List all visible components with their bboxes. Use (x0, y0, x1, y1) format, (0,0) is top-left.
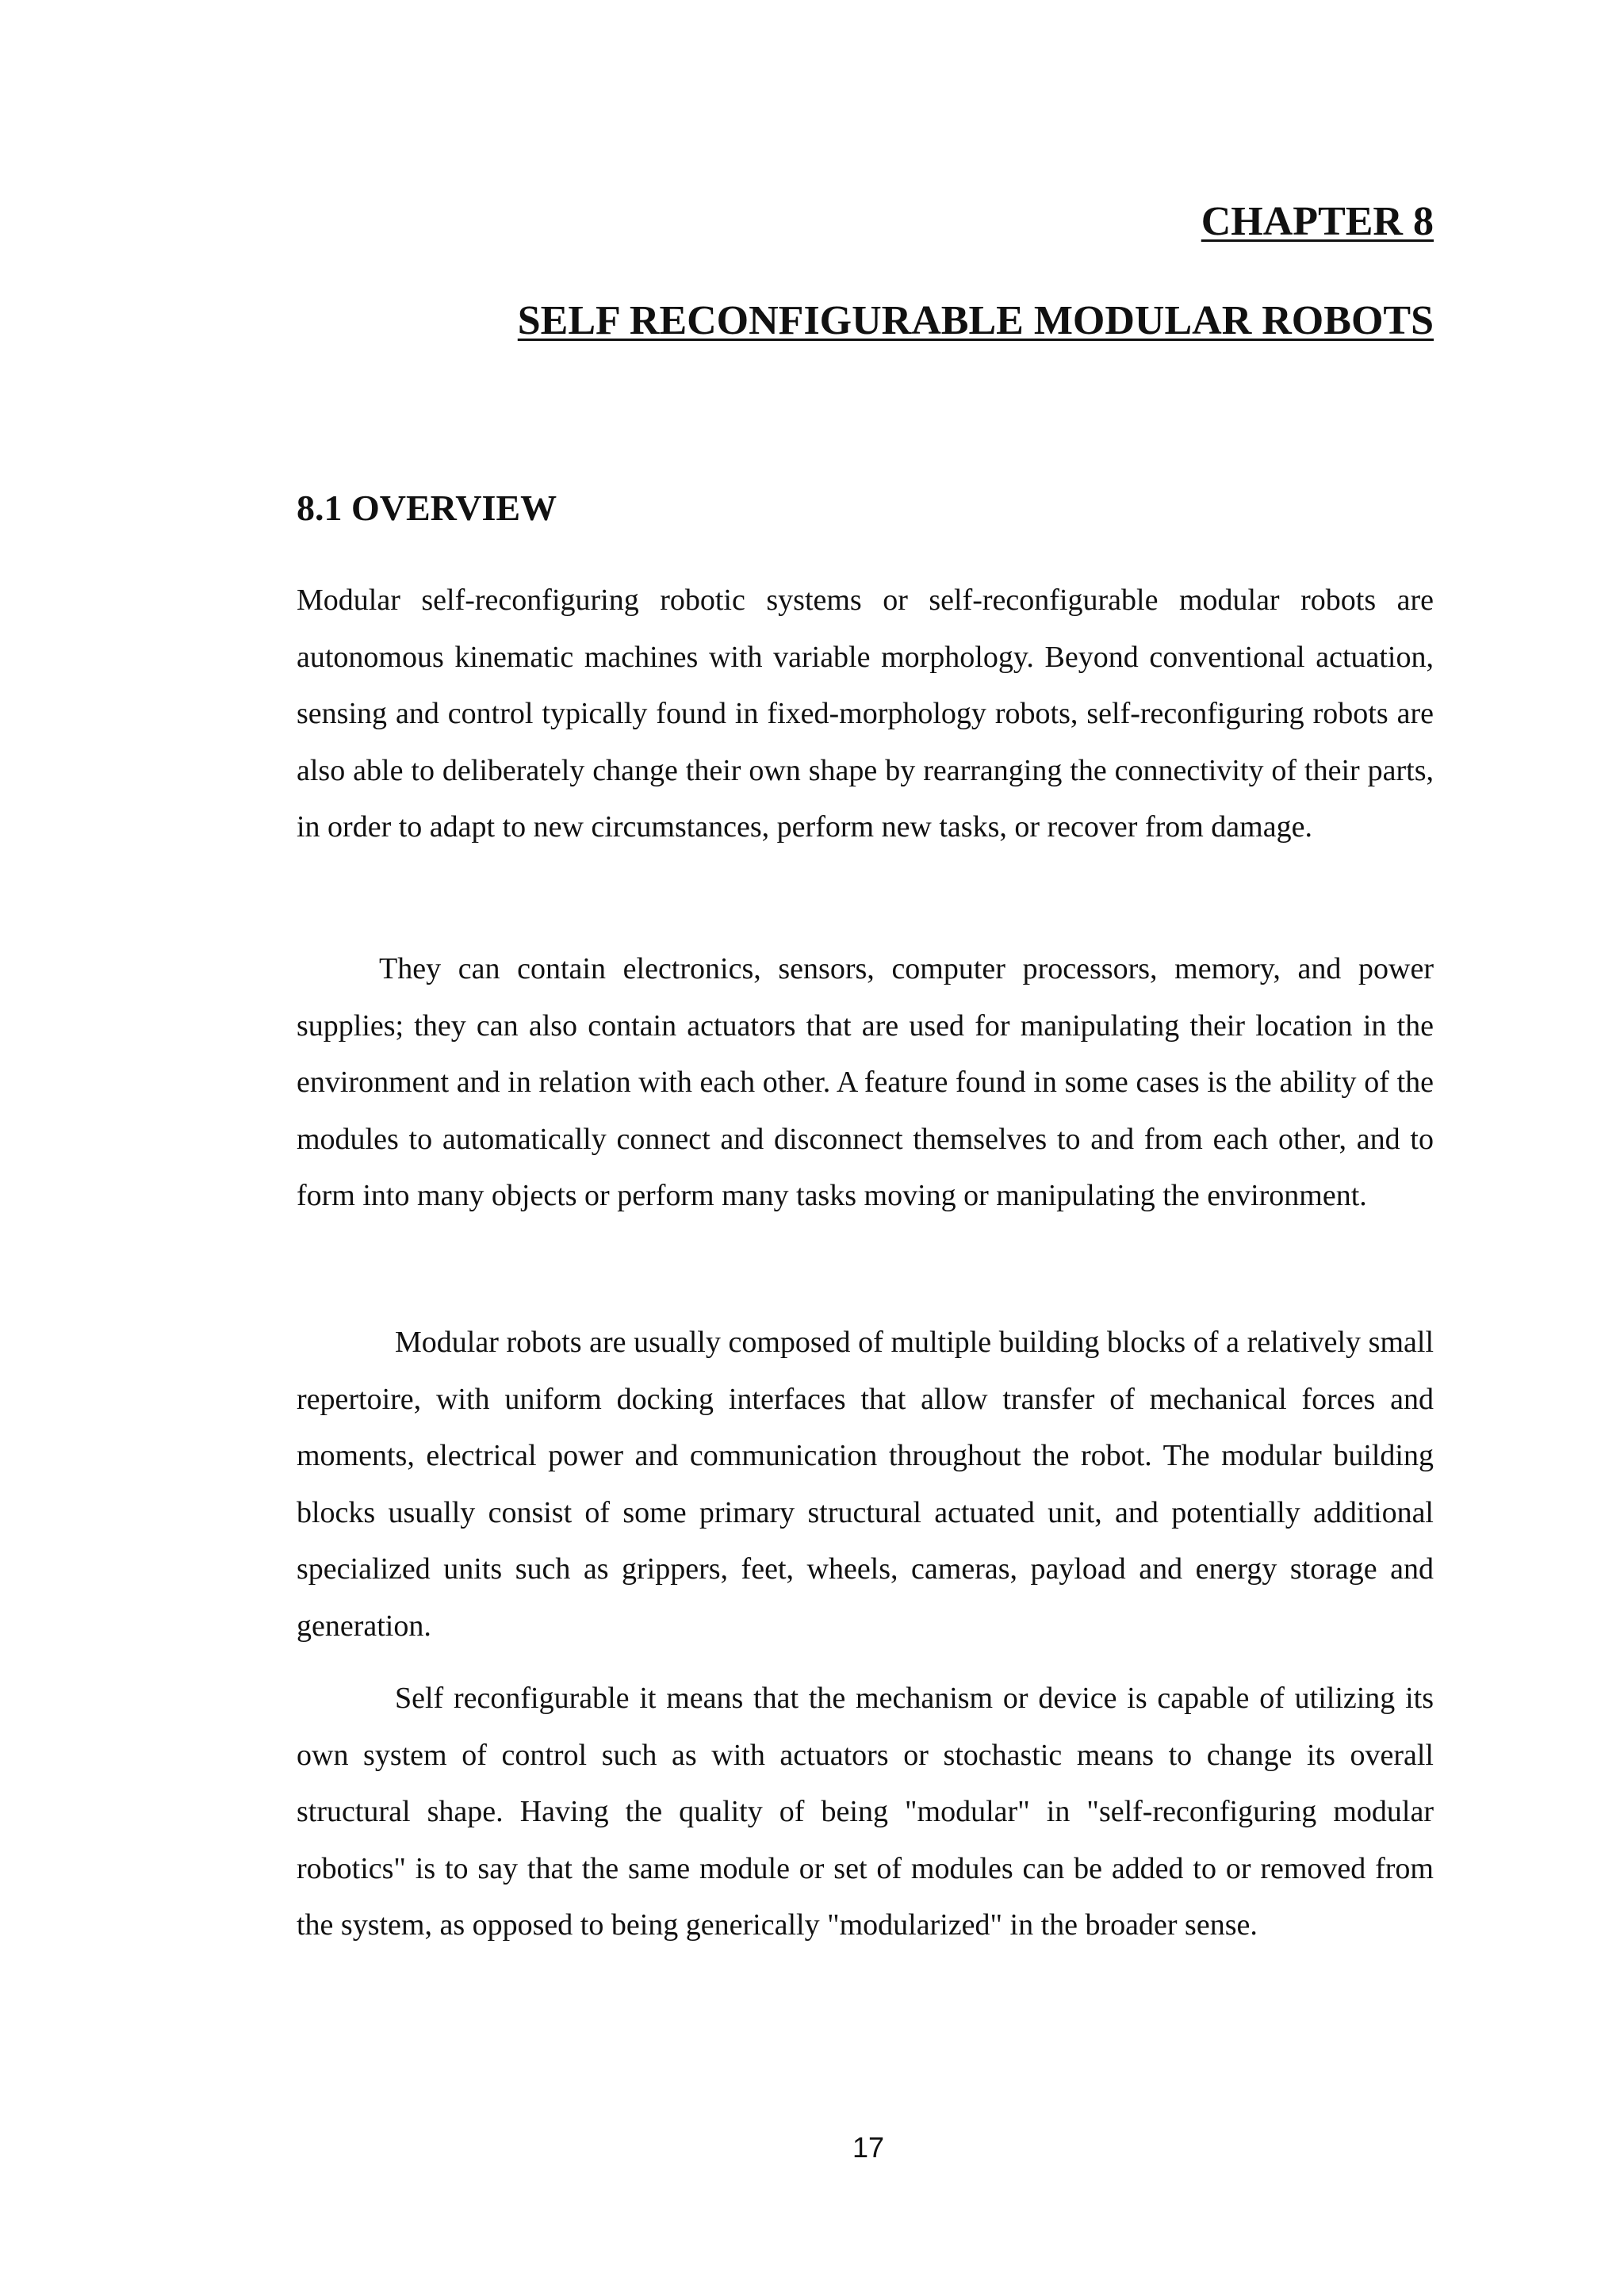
paragraph-overview-4: Self reconfigurable it means that the mechanism or device is capable of utilizing its own system of control such as with actuators or stochastic means to change its overall structural shape. Having the quality of being "modular" in "self-reconfiguring modular robotics" is to say that the same module or set of modules can be added to or removed from the system, as opposed to being generically "modularized" in the broader sense. (297, 1682, 1434, 1942)
paragraph-overview-2: They can contain electronics, sensors, computer processors, memory, and power supplies; they can also contain actuators that are used for manipulating their location in the environment and in relation with each other. A feature found in some cases is the ability of the modules to automatically connect and disconnect themselves to and from each other, and to form into many objects or perform many tasks moving or manipulating the environment. (297, 952, 1434, 1212)
chapter-label: CHAPTER 8 (1201, 199, 1434, 244)
page-number: 17 (852, 2131, 885, 2164)
paragraph-overview-3: Modular robots are usually composed of multiple building blocks of a relatively small repertoire, with uniform docking interfaces that allow transfer of mechanical forces and moments, electrical power and communication throughout the robot. The modular building blocks usually consist of some primary structural actuated unit, and potentially additional specialized units such as grippers, feet, wheels, cameras, payload and energy storage and generation. (297, 1326, 1434, 1643)
section-heading: 8.1 OVERVIEW (297, 488, 557, 528)
chapter-title: SELF RECONFIGURABLE MODULAR ROBOTS (517, 298, 1434, 343)
paragraph-overview-1: Modular self-reconfiguring robotic systems or self-reconfigurable modular robots are autonomous kinematic machines with variable morphology. Beyond conventional actuation, sensing and control typically found in fixed-morphology robots, self-reconfiguring robots are also able to deliberately change their own shape by rearranging the connectivity of their parts, in order to adapt to new circumstances, perform new tasks, or recover from damage. (297, 584, 1434, 844)
